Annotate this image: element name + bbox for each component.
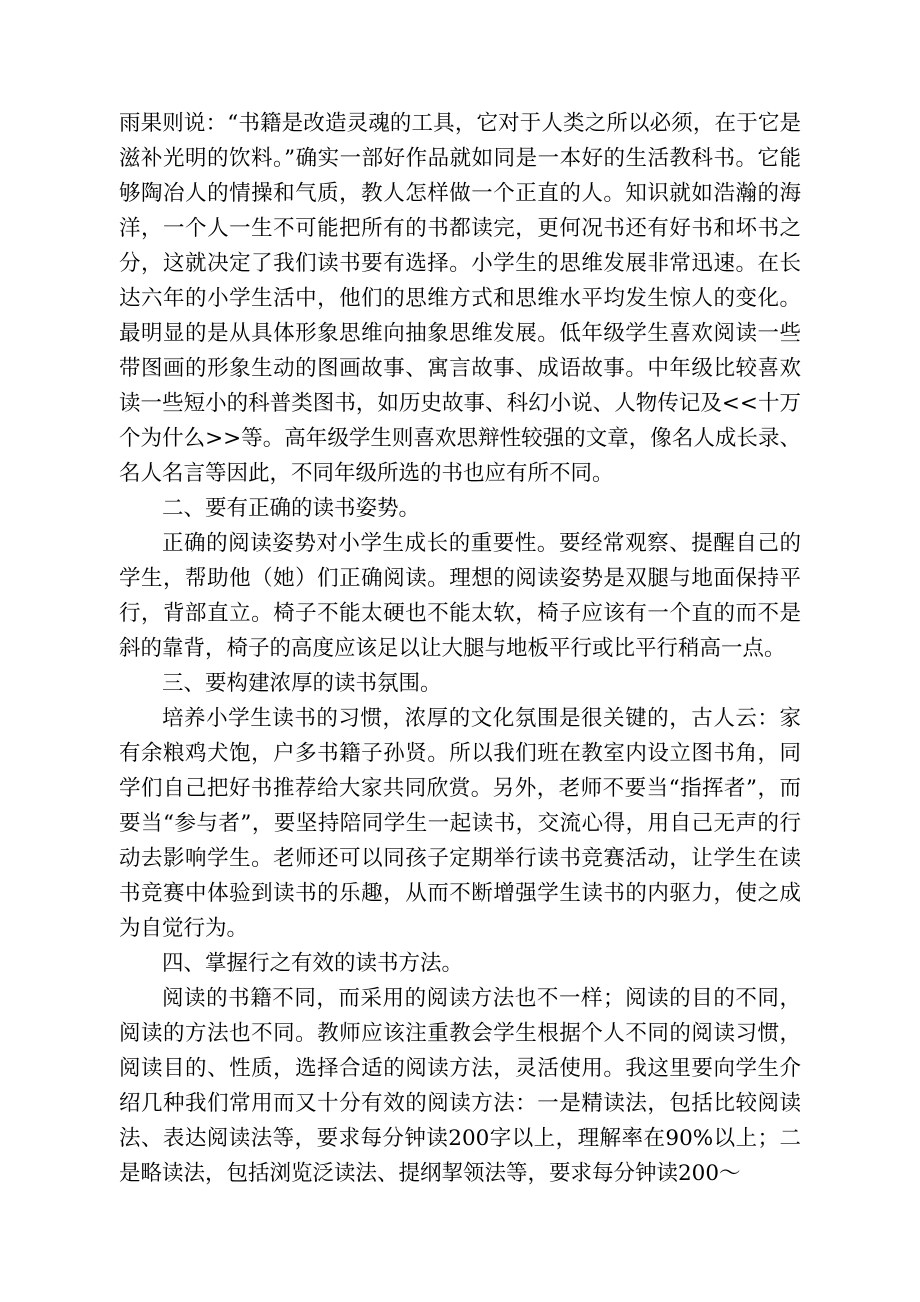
document-page	[119, 106, 801, 1191]
body-paragraph-intro: 雨果则说：“书籍是改造灵魂的工具，它对于人类之所以必须，在于它是滋补光明的饮料。”确实一部好作品就如同是一本好的生活教科书。它能够陶冶人的情操和气质，教人怎样做一个正直的人。知识就如浩瀚的海洋，一个人一生不可能把所有的书都读完，更何况书还有好书和坏书之分，这就决定了我们读书要有选择。小学生的思维发展非常迅速。在长达六年的小学生活中，他们的思维方式和思维水平均发生惊人的变化。最明显的是从具体形象思维向抽象思维发展。低年级学生喜欢阅读一些带图画的形象生动的图画故事、寓言故事、成语故事。中年级比较喜欢读一些短小的科普类图书，如历史故事、科幻小说、人物传记及<<十万个为什么>>等。高年级学生则喜欢思辩性较强的文章，像名人成长录、名人名言等因此，不同年级所选的书也应有所不同。	[119, 111, 801, 486]
section-heading-reading-atmosphere: 三、要构建浓厚的读书氛围。	[162, 671, 442, 696]
section-heading-reading-methods: 四、掌握行之有效的读书方法。	[162, 951, 464, 976]
section-heading-reading-posture: 二、要有正确的读书姿势。	[162, 496, 421, 521]
body-paragraph-reading-methods: 阅读的书籍不同，而采用的阅读方法也不一样；阅读的目的不同，阅读的方法也不同。教师应该注重教会学生根据个人不同的阅读习惯，阅读目的、性质，选择合适的阅读方法，灵活使用。我这里要向学生介绍几种我们常用而又十分有效的阅读方法：一是精读法，包括比较阅读法、表达阅读法等，要求每分钟读200字以上，理解率在90%以上；二是略读法，包括浏览泛读法、提纲挈领法等，要求每分钟读200～	[119, 986, 801, 1186]
body-paragraph-reading-posture: 正确的阅读姿势对小学生成长的重要性。要经常观察、提醒自己的学生，帮助他（她）们正确阅读。理想的阅读姿势是双腿与地面保持平行，背部直立。椅子不能太硬也不能太软，椅子应该有一个直的而不是斜的靠背，椅子的高度应该足以让大腿与地板平行或比平行稍高一点。	[119, 531, 801, 661]
body-paragraph-reading-atmosphere: 培养小学生读书的习惯，浓厚的文化氛围是很关键的，古人云：家有余粮鸡犬饱，户多书籍子孙贤。所以我们班在教室内设立图书角，同学们自己把好书推荐给大家共同欣赏。另外，老师不要当“指挥者”，而要当“参与者”，要坚持陪同学生一起读书，交流心得，用自己无声的行动去影响学生。老师还可以同孩子定期举行读书竞赛活动，让学生在读书竞赛中体验到读书的乐趣，从而不断增强学生读书的内驱力，使之成为自觉行为。	[119, 706, 801, 941]
